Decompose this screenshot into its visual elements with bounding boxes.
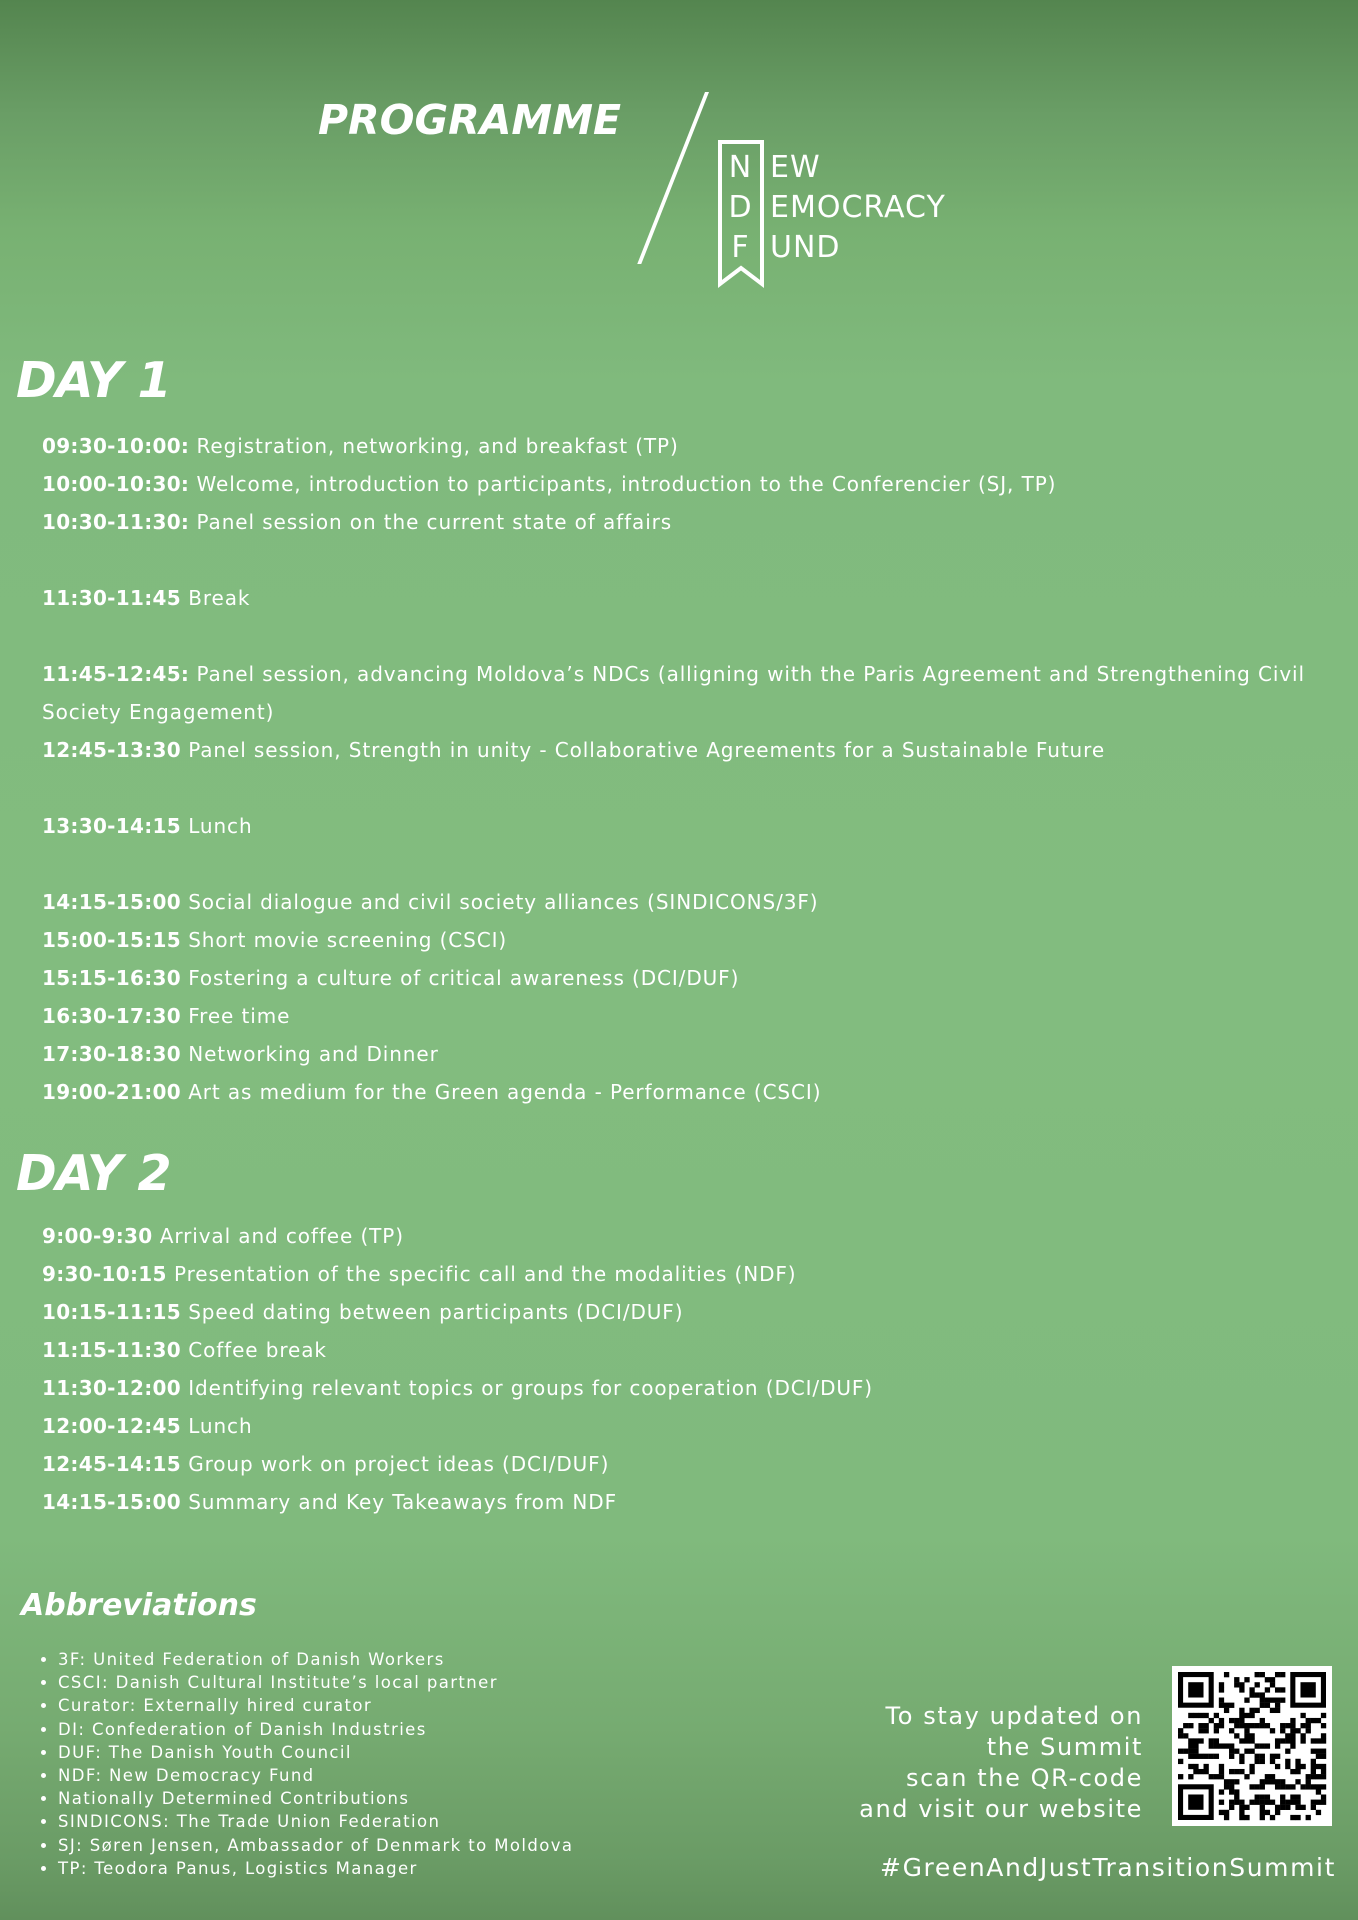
abbreviation-item: • DI: Confederation of Danish Industries <box>58 1718 718 1741</box>
schedule-time: 14:15-15:00 <box>42 890 181 914</box>
schedule-time: 13:30-14:15 <box>42 814 181 838</box>
ndf-letter: N <box>728 150 752 185</box>
schedule-time: 16:30-17:30 <box>42 1004 181 1028</box>
schedule-text: Welcome, introduction to participants, introduction to the Conferencier (SJ, TP) <box>196 472 1057 496</box>
ndf-letters <box>726 148 754 268</box>
schedule-item <box>42 1407 1332 1445</box>
schedule-text: Lunch <box>188 1414 253 1438</box>
ndf-letter: F <box>731 230 749 265</box>
schedule-item <box>42 465 1332 503</box>
stay-updated-line: the Summit <box>986 1733 1143 1761</box>
schedule-item <box>42 1483 1332 1521</box>
schedule-time: 12:45-13:30 <box>42 738 181 762</box>
schedule-text: Identifying relevant topics or groups for cooperation (DCI/DUF) <box>188 1376 874 1400</box>
schedule-time: 19:00-21:00 <box>42 1080 181 1104</box>
schedule-item <box>42 731 1332 769</box>
schedule-time: 10:30-11:30: <box>42 510 190 534</box>
ndf-word: EMOCRACY <box>770 190 946 225</box>
schedule-time: 9:00-9:30 <box>42 1224 153 1248</box>
schedule-text: Lunch <box>188 814 253 838</box>
programme-title: PROGRAMME <box>318 96 622 144</box>
abbreviation-item: • CSCI: Danish Cultural Institute’s local partner <box>58 1671 718 1694</box>
abbreviation-item: • Nationally Determined Contributions <box>58 1787 718 1810</box>
schedule-text: Arrival and coffee (TP) <box>159 1224 404 1248</box>
schedule-text: Art as medium for the Green agenda - Performance (CSCI) <box>188 1080 822 1104</box>
ndf-letter: D <box>728 190 752 225</box>
schedule-text: Registration, networking, and breakfast (TP) <box>196 434 679 458</box>
abbreviation-item: • 3F: United Federation of Danish Workers <box>58 1648 718 1671</box>
abbreviation-item: • SINDICONS: The Trade Union Federation <box>58 1810 718 1833</box>
day1-title: DAY 1 <box>16 352 171 409</box>
spacer <box>42 617 1332 655</box>
schedule-text: Presentation of the specific call and the modalities (NDF) <box>173 1262 797 1286</box>
schedule-text: Panel session on the current state of affairs <box>196 510 673 534</box>
schedule-item <box>42 1073 1332 1111</box>
schedule-time: 15:00-15:15 <box>42 928 181 952</box>
schedule-item <box>42 1217 1332 1255</box>
schedule-item <box>42 1445 1332 1483</box>
abbreviation-item: • DUF: The Danish Youth Council <box>58 1741 718 1764</box>
schedule-item <box>42 1293 1332 1331</box>
schedule-time: 17:30-18:30 <box>42 1042 181 1066</box>
schedule-text: Panel session, Strength in unity - Collaborative Agreements for a Sustainable Future <box>188 738 1106 762</box>
schedule-text: Fostering a culture of critical awareness (DCI/DUF) <box>188 966 740 990</box>
divider-slash <box>637 92 709 264</box>
schedule-item <box>42 427 1332 465</box>
schedule-text: Speed dating between participants (DCI/DUF) <box>188 1300 684 1324</box>
schedule-text: Free time <box>188 1004 291 1028</box>
schedule-text: Panel session, advancing Moldova’s NDCs (alligning with the Paris Agreement and Strengthening Civil Society Engagement) <box>42 662 1305 724</box>
schedule-time: 11:45-12:45: <box>42 662 190 686</box>
schedule-item <box>42 1035 1332 1073</box>
spacer <box>42 541 1332 579</box>
spacer <box>42 769 1332 807</box>
ndf-word: UND <box>770 230 841 265</box>
schedule-text: Networking and Dinner <box>188 1042 439 1066</box>
schedule-item <box>42 1255 1332 1293</box>
qr-code-icon <box>1172 1666 1332 1826</box>
schedule-time: 11:30-11:45 <box>42 586 181 610</box>
qr-code[interactable] <box>1172 1666 1332 1826</box>
ndf-logo <box>718 140 978 290</box>
abbreviation-item: • SJ: Søren Jensen, Ambassador of Denmark to Moldova <box>58 1834 718 1857</box>
schedule-time: 10:15-11:15 <box>42 1300 181 1324</box>
schedule-item <box>42 921 1332 959</box>
abbreviation-item: • Curator: Externally hired curator <box>58 1694 718 1717</box>
schedule-time: 14:15-15:00 <box>42 1490 181 1514</box>
schedule-time: 09:30-10:00: <box>42 434 190 458</box>
schedule-text: Short movie screening (CSCI) <box>188 928 508 952</box>
stay-updated-line: scan the QR-code <box>906 1764 1143 1792</box>
ndf-word: EW <box>770 150 821 185</box>
abbreviation-item: • NDF: New Democracy Fund <box>58 1764 718 1787</box>
schedule-item <box>42 883 1332 921</box>
schedule-item <box>42 579 1332 617</box>
schedule-item <box>42 1369 1332 1407</box>
schedule-item <box>42 655 1332 731</box>
schedule-text: Break <box>188 586 251 610</box>
schedule-item <box>42 503 1332 541</box>
schedule-time: 11:30-12:00 <box>42 1376 181 1400</box>
day2-title: DAY 2 <box>16 1145 171 1202</box>
schedule-item <box>42 997 1332 1035</box>
schedule-text: Summary and Key Takeaways from NDF <box>188 1490 617 1514</box>
schedule-text: Coffee break <box>188 1338 327 1362</box>
abbreviations-list <box>20 1648 718 1880</box>
stay-updated-line: To stay updated on <box>885 1702 1143 1730</box>
schedule-time: 9:30-10:15 <box>42 1262 167 1286</box>
schedule-time: 15:15-16:30 <box>42 966 181 990</box>
stay-updated-text <box>803 1701 1143 1825</box>
schedule-item <box>42 1331 1332 1369</box>
abbreviation-item: • TP: Teodora Panus, Logistics Manager <box>58 1857 718 1880</box>
hashtag: #GreenAndJustTransitionSummit <box>880 1853 1336 1882</box>
schedule-text: Group work on project ideas (DCI/DUF) <box>188 1452 610 1476</box>
schedule-time: 12:00-12:45 <box>42 1414 181 1438</box>
schedule-item <box>42 807 1332 845</box>
schedule-text: Social dialogue and civil society alliances (SINDICONS/3F) <box>188 890 819 914</box>
stay-updated-line: and visit our website <box>859 1795 1143 1823</box>
ndf-words <box>770 148 946 268</box>
schedule-item <box>42 959 1332 997</box>
day2-schedule <box>42 1217 1332 1521</box>
schedule-time: 12:45-14:15 <box>42 1452 181 1476</box>
spacer <box>42 845 1332 883</box>
day1-schedule <box>42 427 1332 1111</box>
schedule-time: 11:15-11:30 <box>42 1338 181 1362</box>
abbreviations-title: Abbreviations <box>21 1588 257 1623</box>
schedule-time: 10:00-10:30: <box>42 472 190 496</box>
